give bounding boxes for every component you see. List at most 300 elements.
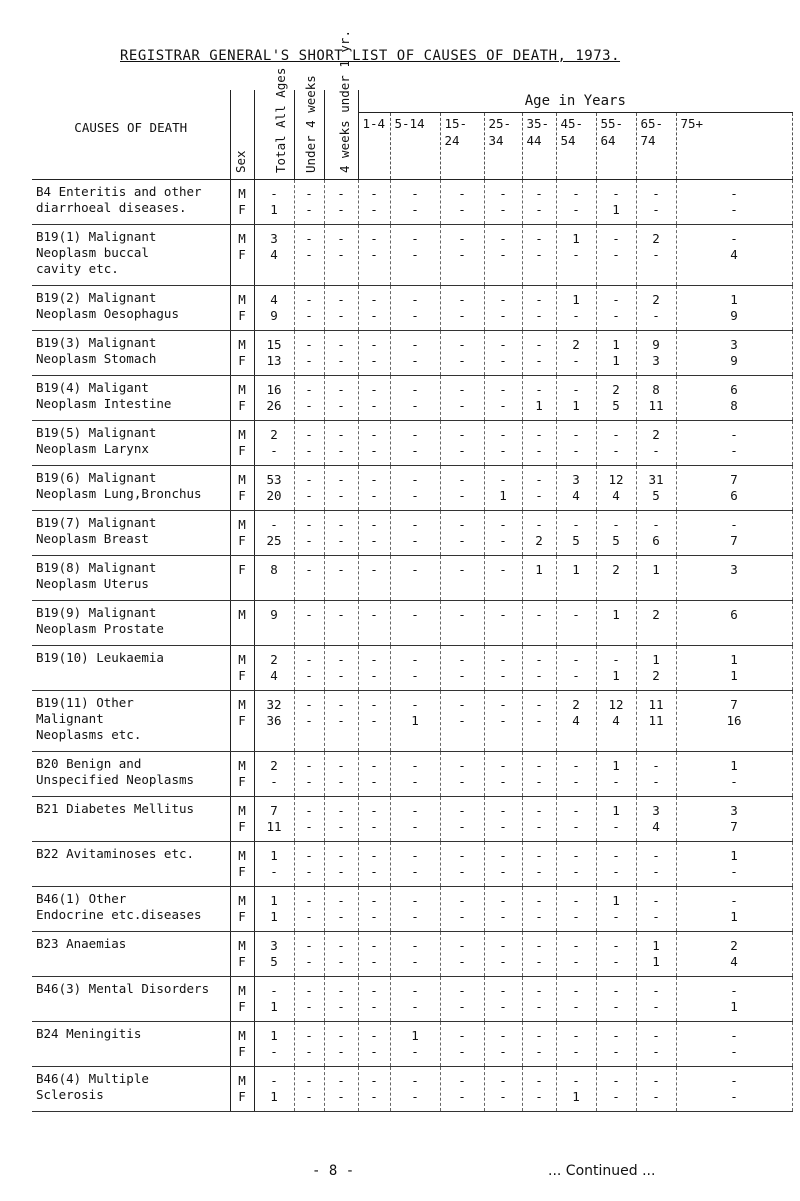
value-cell: - - — [324, 376, 358, 421]
value-cell: - 1 — [676, 887, 792, 932]
value-cell: - — [484, 601, 522, 646]
value-cell: 1 1 — [254, 887, 294, 932]
page-number: - 8 - — [312, 1163, 355, 1179]
value-cell: 1 — [556, 556, 596, 601]
value-cell: - 1 — [254, 977, 294, 1022]
table-row — [32, 556, 792, 601]
value-cell: 7 11 — [254, 797, 294, 842]
value-cell: - - — [596, 421, 636, 466]
value-cell: - - — [522, 466, 556, 511]
value-cell: - - — [596, 1067, 636, 1112]
cause-name: B19(11) Other Malignant Neoplasms etc. — [32, 691, 230, 752]
value-cell: - 4 — [676, 225, 792, 286]
value-cell: 12 4 — [596, 466, 636, 511]
value-cell: - - — [294, 932, 324, 977]
value-cell: - - — [294, 797, 324, 842]
value-cell: - - — [324, 1067, 358, 1112]
value-cell: - - — [556, 180, 596, 225]
value-cell: - - — [440, 887, 484, 932]
value-cell: 7 6 — [676, 466, 792, 511]
value-cell: - - — [522, 1022, 556, 1067]
value-cell: - 1 — [596, 646, 636, 691]
value-cell: - — [390, 601, 440, 646]
value-cell: - - — [522, 180, 556, 225]
value-cell: - - — [440, 180, 484, 225]
value-cell: - — [294, 556, 324, 601]
value-cell: - - — [522, 797, 556, 842]
value-cell: - - — [484, 286, 522, 331]
value-cell: - - — [324, 646, 358, 691]
value-cell: - - — [522, 286, 556, 331]
value-cell: - - — [522, 225, 556, 286]
value-cell: - - — [294, 511, 324, 556]
value-cell: - - — [390, 331, 440, 376]
value-cell: - 5 — [596, 511, 636, 556]
value-cell: - - — [676, 1022, 792, 1067]
value-cell: - - — [440, 466, 484, 511]
value-cell: - - — [484, 887, 522, 932]
value-cell: - - — [358, 977, 390, 1022]
value-cell: - - — [324, 180, 358, 225]
value-cell: - - — [556, 977, 596, 1022]
value-cell: - — [358, 601, 390, 646]
value-cell: 3 9 — [676, 331, 792, 376]
value-cell: 1 - — [254, 1022, 294, 1067]
value-cell: - - — [294, 977, 324, 1022]
value-cell: - - — [596, 977, 636, 1022]
cause-name: B19(10) Leukaemia — [32, 646, 230, 691]
header-age-col: 65- 74 — [636, 113, 676, 180]
page-title: REGISTRAR GENERAL'S SHORT LIST OF CAUSES OF DEATH, 1973. — [120, 48, 621, 64]
value-cell: - — [324, 556, 358, 601]
value-cell: - - — [522, 887, 556, 932]
value-cell: - - — [636, 1022, 676, 1067]
value-cell: - - — [440, 797, 484, 842]
value-cell: 1 1 — [636, 932, 676, 977]
value-cell: - - — [596, 842, 636, 887]
value-cell: - - — [324, 691, 358, 752]
value-cell: - - — [440, 1022, 484, 1067]
sex-cell: M F — [230, 691, 254, 752]
value-cell: - - — [358, 466, 390, 511]
value-cell: 6 8 — [676, 376, 792, 421]
value-cell: - - — [358, 797, 390, 842]
value-cell: - - — [440, 842, 484, 887]
cause-name: B20 Benign and Unspecified Neoplasms — [32, 752, 230, 797]
table-row — [32, 601, 792, 646]
value-cell: - - — [484, 331, 522, 376]
value-cell: - - — [440, 286, 484, 331]
value-cell: - — [484, 556, 522, 601]
table-row — [32, 225, 792, 286]
value-cell: - - — [484, 1067, 522, 1112]
value-cell: - - — [556, 932, 596, 977]
value-cell: - - — [484, 842, 522, 887]
value-cell: - - — [636, 1067, 676, 1112]
cause-name: B46(1) Other Endocrine etc.diseases — [32, 887, 230, 932]
value-cell: 1 — [596, 601, 636, 646]
sex-cell: M F — [230, 977, 254, 1022]
value-cell: - - — [324, 466, 358, 511]
value-cell: - - — [440, 376, 484, 421]
value-cell: - - — [390, 842, 440, 887]
value-cell: - — [390, 556, 440, 601]
value-cell: - - — [324, 932, 358, 977]
value-cell: 1 - — [676, 752, 792, 797]
value-cell: - — [440, 556, 484, 601]
cause-name: B22 Avitaminoses etc. — [32, 842, 230, 887]
value-cell: - - — [294, 646, 324, 691]
table-row — [32, 842, 792, 887]
value-cell: - - — [358, 286, 390, 331]
value-cell: - - — [636, 842, 676, 887]
header-4-weeks-under-1-yr: 4 weeks under 1 yr. — [324, 90, 358, 180]
value-cell: - - — [556, 1022, 596, 1067]
sex-cell: M F — [230, 1067, 254, 1112]
value-cell: - - — [324, 286, 358, 331]
value-cell: 1 - — [676, 842, 792, 887]
sex-cell: M F — [230, 842, 254, 887]
value-cell: - - — [294, 752, 324, 797]
header-age-col: 1-4 — [358, 113, 390, 180]
value-cell: 3 4 — [556, 466, 596, 511]
value-cell: - - — [390, 180, 440, 225]
value-cell: - - — [440, 646, 484, 691]
value-cell: - - — [294, 421, 324, 466]
cause-name: B21 Diabetes Mellitus — [32, 797, 230, 842]
value-cell: - - — [596, 932, 636, 977]
value-cell: - - — [324, 977, 358, 1022]
value-cell: - - — [358, 225, 390, 286]
value-cell: 3 4 — [254, 225, 294, 286]
cause-name: B19(8) Malignant Neoplasm Uterus — [32, 556, 230, 601]
sex-cell: M F — [230, 376, 254, 421]
value-cell: - - — [440, 977, 484, 1022]
sex-cell: M F — [230, 225, 254, 286]
table-row — [32, 421, 792, 466]
value-cell: 11 11 — [636, 691, 676, 752]
value-cell: 3 4 — [636, 797, 676, 842]
value-cell: - - — [484, 797, 522, 842]
value-cell: - - — [484, 691, 522, 752]
sex-cell: M F — [230, 466, 254, 511]
value-cell: - 1 — [390, 691, 440, 752]
value-cell: - - — [294, 887, 324, 932]
sex-cell: M F — [230, 797, 254, 842]
table-row — [32, 511, 792, 556]
value-cell: - - — [324, 842, 358, 887]
header-age-col: 25- 34 — [484, 113, 522, 180]
table-row — [32, 286, 792, 331]
header-age-col: 75+ — [676, 113, 792, 180]
value-cell: 7 16 — [676, 691, 792, 752]
value-cell: 2 - — [254, 421, 294, 466]
value-cell: - - — [324, 421, 358, 466]
value-cell: - - — [294, 331, 324, 376]
value-cell: - - — [522, 1067, 556, 1112]
value-cell: - - — [556, 646, 596, 691]
header-age-col: 35- 44 — [522, 113, 556, 180]
value-cell: - - — [390, 1067, 440, 1112]
value-cell: 3 — [676, 556, 792, 601]
value-cell: - - — [294, 1022, 324, 1067]
value-cell: - - — [484, 376, 522, 421]
value-cell: - 1 — [556, 1067, 596, 1112]
value-cell: - - — [484, 1022, 522, 1067]
value-cell: - - — [484, 752, 522, 797]
value-cell: - - — [522, 752, 556, 797]
table-row — [32, 691, 792, 752]
value-cell: 1 9 — [676, 286, 792, 331]
value-cell: - - — [358, 180, 390, 225]
value-cell: - - — [522, 691, 556, 752]
value-cell: - - — [522, 842, 556, 887]
value-cell: - - — [440, 932, 484, 977]
value-cell: - 1 — [676, 977, 792, 1022]
value-cell: - - — [440, 421, 484, 466]
value-cell: - 1 — [254, 1067, 294, 1112]
value-cell: - - — [294, 225, 324, 286]
value-cell: - - — [440, 691, 484, 752]
value-cell: 1 - — [390, 1022, 440, 1067]
value-cell: - - — [676, 180, 792, 225]
value-cell: - - — [294, 466, 324, 511]
value-cell: - - — [484, 225, 522, 286]
header-total-all-ages: Total All Ages — [254, 90, 294, 180]
value-cell: - - — [390, 887, 440, 932]
value-cell: 2 4 — [676, 932, 792, 977]
sex-cell: M F — [230, 1022, 254, 1067]
value-cell: 2 4 — [556, 691, 596, 752]
value-cell: 2 - — [636, 421, 676, 466]
value-cell: 32 36 — [254, 691, 294, 752]
value-cell: - - — [522, 421, 556, 466]
sex-cell: M F — [230, 421, 254, 466]
value-cell: - - — [390, 646, 440, 691]
value-cell: - 1 — [522, 376, 556, 421]
sex-cell: F — [230, 556, 254, 601]
value-cell: - - — [390, 466, 440, 511]
value-cell: - 7 — [676, 511, 792, 556]
value-cell: - - — [484, 180, 522, 225]
value-cell: - 6 — [636, 511, 676, 556]
value-cell: 1 1 — [676, 646, 792, 691]
cause-name: B46(4) Multiple Sclerosis — [32, 1067, 230, 1112]
value-cell: - - — [596, 225, 636, 286]
value-cell: - — [440, 601, 484, 646]
header-age-col: 45- 54 — [556, 113, 596, 180]
value-cell: - - — [440, 752, 484, 797]
value-cell: - - — [596, 286, 636, 331]
value-cell: - — [324, 601, 358, 646]
cause-name: B19(4) Maligant Neoplasm Intestine — [32, 376, 230, 421]
value-cell: - — [556, 601, 596, 646]
value-cell: - 1 — [556, 376, 596, 421]
value-cell: - - — [358, 752, 390, 797]
value-cell: - — [522, 601, 556, 646]
value-cell: 1 - — [254, 842, 294, 887]
value-cell: 12 4 — [596, 691, 636, 752]
table-row — [32, 376, 792, 421]
value-cell: - - — [522, 977, 556, 1022]
value-cell: - — [358, 556, 390, 601]
value-cell: - - — [358, 331, 390, 376]
value-cell: - - — [324, 331, 358, 376]
value-cell: - - — [440, 331, 484, 376]
value-cell: - - — [390, 225, 440, 286]
value-cell: 1 — [522, 556, 556, 601]
cause-name: B19(9) Malignant Neoplasm Prostate — [32, 601, 230, 646]
value-cell: - - — [484, 421, 522, 466]
header-sex: Sex — [230, 90, 254, 180]
sex-cell: M F — [230, 932, 254, 977]
sex-cell: M F — [230, 286, 254, 331]
table-row — [32, 331, 792, 376]
value-cell: - - — [324, 887, 358, 932]
table-row — [32, 1067, 792, 1112]
value-cell: - - — [390, 797, 440, 842]
value-cell: - - — [294, 376, 324, 421]
value-cell: - - — [596, 1022, 636, 1067]
value-cell: - - — [676, 1067, 792, 1112]
value-cell: - — [294, 601, 324, 646]
value-cell: - - — [390, 286, 440, 331]
value-cell: - - — [636, 180, 676, 225]
value-cell: 2 - — [636, 286, 676, 331]
value-cell: - - — [522, 331, 556, 376]
value-cell: - - — [294, 180, 324, 225]
sex-cell: M — [230, 601, 254, 646]
value-cell: - - — [556, 797, 596, 842]
cause-name: B46(3) Mental Disorders — [32, 977, 230, 1022]
value-cell: 2 — [636, 601, 676, 646]
value-cell: - - — [484, 646, 522, 691]
table-row — [32, 887, 792, 932]
table-row — [32, 797, 792, 842]
value-cell: - - — [676, 421, 792, 466]
value-cell: 1 - — [596, 887, 636, 932]
table-row — [32, 977, 792, 1022]
value-cell: - - — [440, 511, 484, 556]
table-row — [32, 932, 792, 977]
value-cell: 2 - — [254, 752, 294, 797]
value-cell: 6 — [676, 601, 792, 646]
value-cell: 2 - — [556, 331, 596, 376]
value-cell: - - — [390, 376, 440, 421]
value-cell: - - — [324, 797, 358, 842]
value-cell: - - — [324, 1022, 358, 1067]
value-cell: - 2 — [522, 511, 556, 556]
value-cell: - - — [390, 977, 440, 1022]
value-cell: 4 9 — [254, 286, 294, 331]
value-cell: - - — [390, 421, 440, 466]
value-cell: - - — [522, 932, 556, 977]
value-cell: - - — [324, 225, 358, 286]
value-cell: - - — [294, 842, 324, 887]
value-cell: 2 - — [636, 225, 676, 286]
cause-name: B19(2) Malignant Neoplasm Oesophagus — [32, 286, 230, 331]
sex-cell: M F — [230, 511, 254, 556]
value-cell: - - — [390, 752, 440, 797]
value-cell: 31 5 — [636, 466, 676, 511]
sex-cell: M F — [230, 887, 254, 932]
value-cell: - - — [358, 887, 390, 932]
value-cell: - - — [484, 511, 522, 556]
cause-name: B19(6) Malignant Neoplasm Lung,Bronchus — [32, 466, 230, 511]
value-cell: - - — [556, 421, 596, 466]
value-cell: - 25 — [254, 511, 294, 556]
value-cell: 1 - — [596, 797, 636, 842]
value-cell: - 5 — [556, 511, 596, 556]
value-cell: 1 — [636, 556, 676, 601]
header-cause: CAUSES OF DEATH — [32, 90, 230, 180]
value-cell: 1 - — [556, 225, 596, 286]
cause-name: B19(3) Malignant Neoplasm Stomach — [32, 331, 230, 376]
sex-cell: M F — [230, 331, 254, 376]
value-cell: - 1 — [596, 180, 636, 225]
value-cell: - - — [358, 691, 390, 752]
table-row — [32, 646, 792, 691]
value-cell: 3 7 — [676, 797, 792, 842]
value-cell: - - — [294, 691, 324, 752]
continued-note: ... Continued ... — [548, 1163, 656, 1179]
value-cell: - - — [358, 421, 390, 466]
value-cell: - - — [440, 225, 484, 286]
table-row — [32, 466, 792, 511]
value-cell: 1 - — [596, 752, 636, 797]
value-cell: - - — [358, 511, 390, 556]
value-cell: 2 5 — [596, 376, 636, 421]
value-cell: - - — [390, 511, 440, 556]
value-cell: - - — [390, 932, 440, 977]
value-cell: 16 26 — [254, 376, 294, 421]
cause-name: B19(7) Malignant Neoplasm Breast — [32, 511, 230, 556]
value-cell: - - — [484, 977, 522, 1022]
value-cell: - - — [484, 932, 522, 977]
value-cell: - - — [636, 752, 676, 797]
value-cell: - 1 — [254, 180, 294, 225]
table-row — [32, 180, 792, 225]
cause-name: B23 Anaemias — [32, 932, 230, 977]
value-cell: 1 - — [556, 286, 596, 331]
value-cell: - - — [556, 842, 596, 887]
value-cell: 1 1 — [596, 331, 636, 376]
header-under-4-weeks: Under 4 weeks — [294, 90, 324, 180]
cause-name: B24 Meningitis — [32, 1022, 230, 1067]
value-cell: 8 — [254, 556, 294, 601]
header-age-col: 5-14 — [390, 113, 440, 180]
cause-name: B19(1) Malignant Neoplasm buccal cavity etc. — [32, 225, 230, 286]
header-age-in-years: Age in Years — [358, 90, 792, 113]
value-cell: - - — [358, 932, 390, 977]
cause-name: B4 Enteritis and other diarrhoeal diseases. — [32, 180, 230, 225]
value-cell: 1 2 — [636, 646, 676, 691]
value-cell: - - — [324, 511, 358, 556]
value-cell: 2 4 — [254, 646, 294, 691]
table-row — [32, 752, 792, 797]
cause-name: B19(5) Malignant Neoplasm Larynx — [32, 421, 230, 466]
value-cell: - - — [294, 286, 324, 331]
value-cell: 53 20 — [254, 466, 294, 511]
value-cell: 2 — [596, 556, 636, 601]
value-cell: - - — [358, 1067, 390, 1112]
value-cell: - - — [358, 376, 390, 421]
value-cell: - - — [324, 752, 358, 797]
header-age-col: 55- 64 — [596, 113, 636, 180]
value-cell: - - — [358, 1022, 390, 1067]
value-cell: - - — [636, 887, 676, 932]
value-cell: - - — [358, 842, 390, 887]
